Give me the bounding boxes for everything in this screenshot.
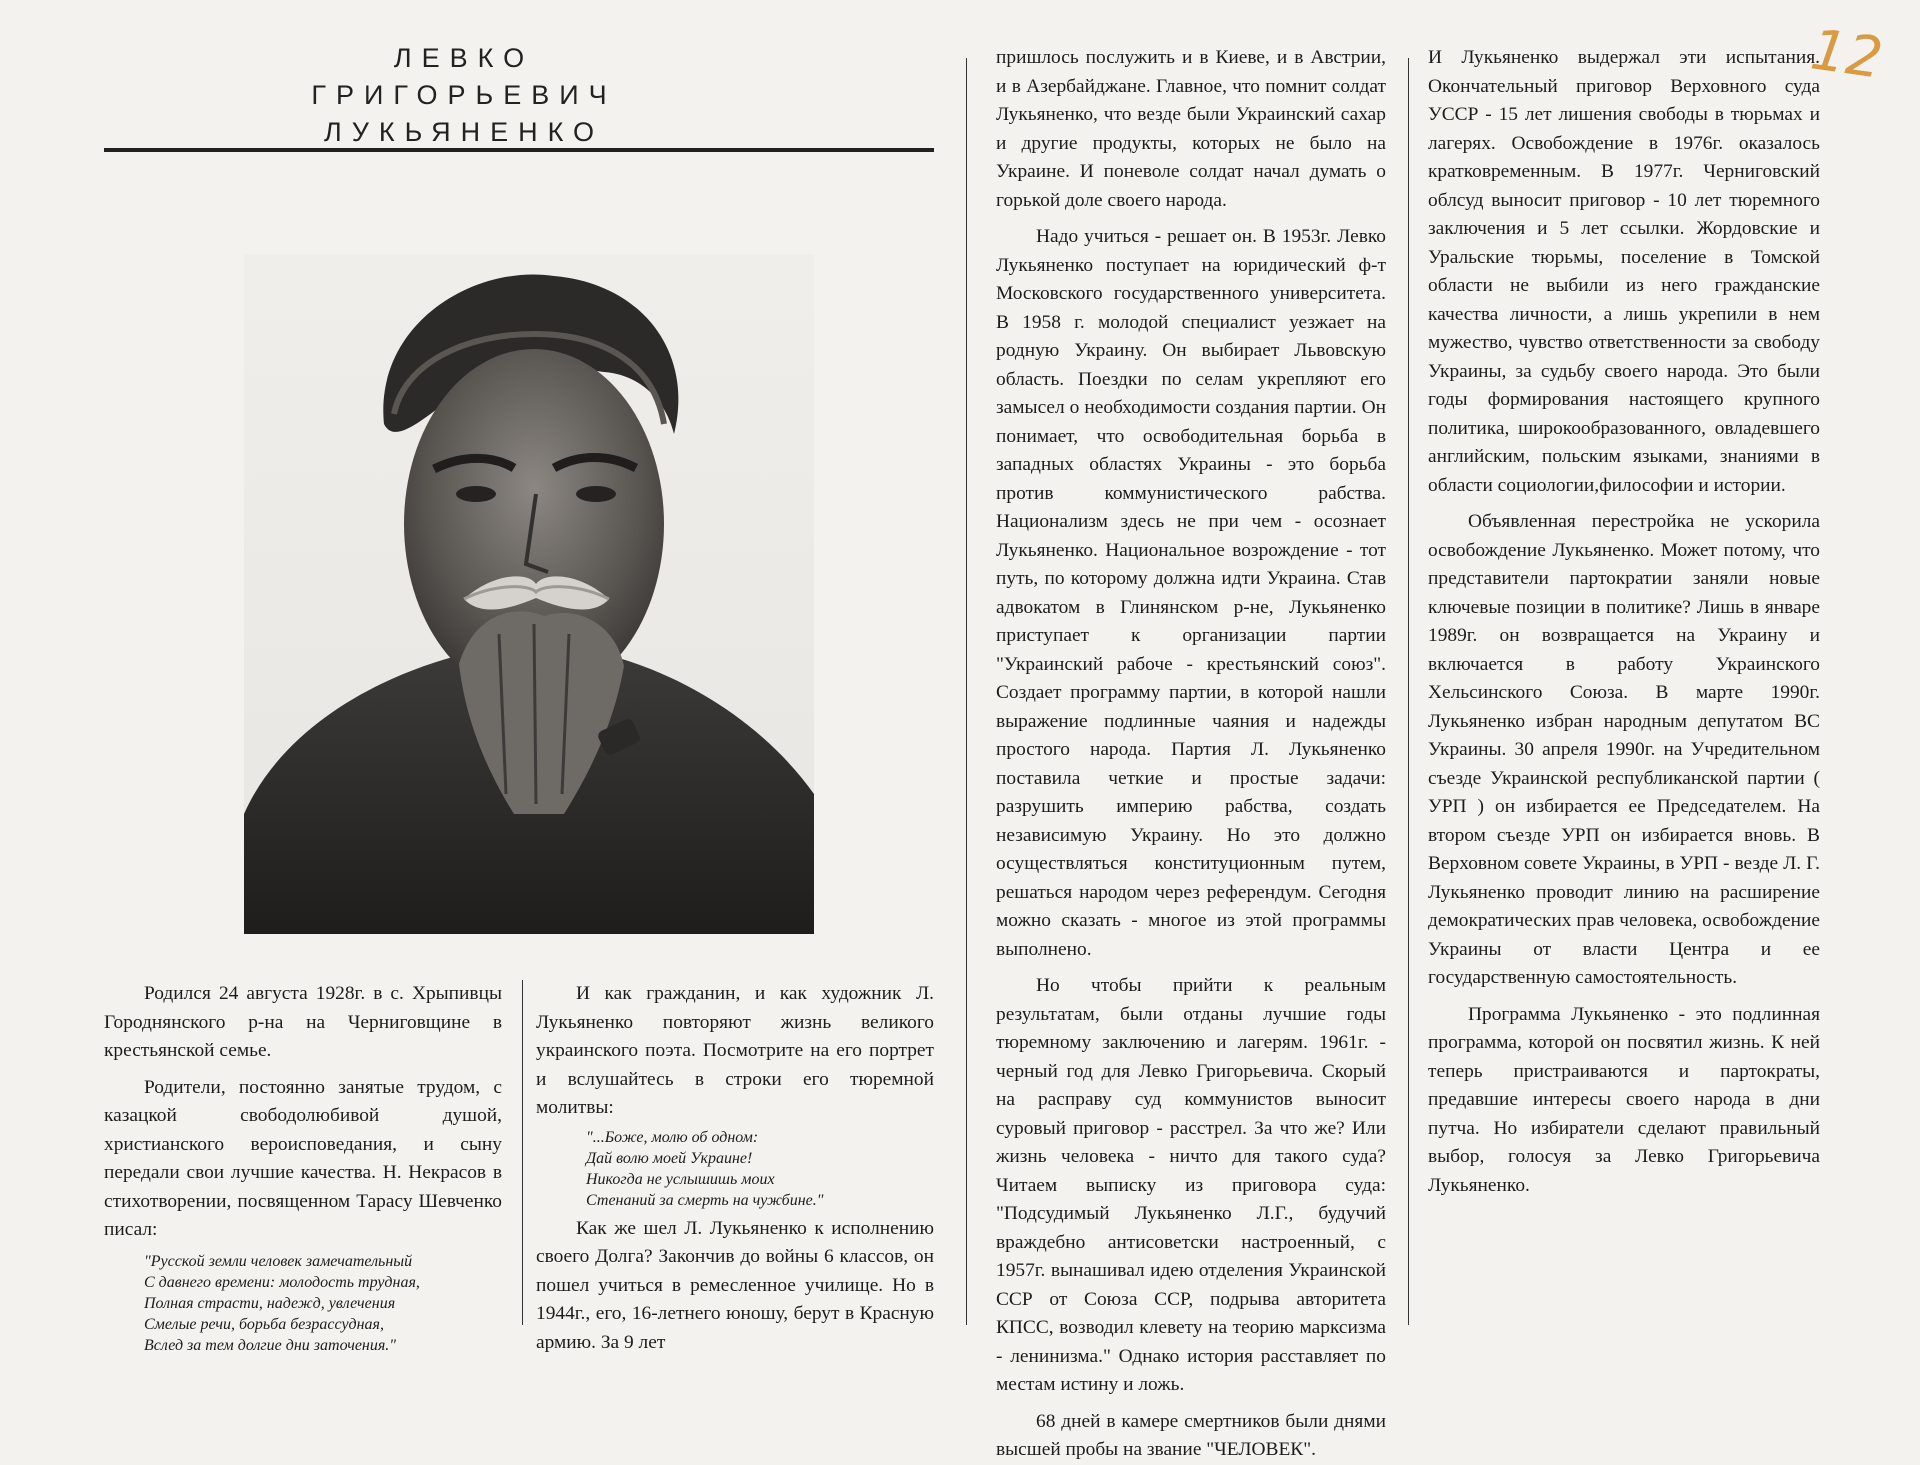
verse-line: Дай волю моей Украине! — [586, 1149, 753, 1167]
paragraph: Родители, постоянно занятые трудом, с казацкой свободолюбивой душой, христианского вероисповедания, и сыну передали свои лучшие качества. Н. Некрасов в стихотворении, посвященном Тарасу Шевченко писал: — [104, 1076, 502, 1240]
paragraph: Как же шел Л. Лукьяненко к исполнению своего Долга? Закончив до войны 6 классов, он пошел учиться в ремесленное училище. Но в 1944г., его, 16-летнего юношу, берут в Красную армию. За 9 лет — [536, 1217, 934, 1353]
paragraph: Объявленная перестройка не ускорила освобождение Лукьяненко. Может потому, что представители партократии заняли новые ключевые позиции в политике? Лишь в январе 1989г. он возвращается на Украину и включается в работу Украинского Хельсинского Союза. В марте 1990г. Лукьяненко избран народным депутатом ВС Украины. 30 апреля 1990г. на Учредительном съезде Украинской республиканской партии ( УРП ) он избирается ее Председателем. На втором съезде УРП он избирается вновь. В Верховном совете Украины, в УРП - везде Л. Г. Лукьяненко проводит линию на расширение демократических прав человека, освобождение Украины от власти Центра и ее государственную самостоятельность. — [1428, 511, 1820, 988]
column-service-and-trial — [996, 44, 1386, 1465]
verse-line: Никогда не услышишь моих — [586, 1170, 775, 1188]
verse-line: "...Боже, молю об одном: — [586, 1128, 759, 1146]
paragraph: пришлось послужить и в Киеве, и в Австрии, и в Азербайджане. Главное, что помнит солдат Лукьяненко, что везде были Украинский сахар и другие продукты, которых не было на Украине. И поневоле солдат начал думать о горькой доле своего народа. — [996, 47, 1386, 211]
column-divider — [1408, 58, 1409, 1325]
paragraph: Родился 24 августа 1928г. в с. Хрыпивцы Городнянского р-на на Черниговщине в крестьянской семье. — [104, 983, 502, 1061]
paragraph: И Лукьяненко выдержал эти испытания. Окончательный приговор Верховного суда УССР - 15 лет лишения свободы в тюрьмах и лагерях. Освобождение в 1976г. оказалось кратковременным. В 1977г. Черниговский облсуд выносит приговор - 10 лет тюремного заключения и 5 лет ссылки. Жордовские и Уральские тюрьмы, поселение в Томской области не выбили из него гражданские качества личности, а лишь укрепили в нем мужество, чувство ответственности за свободу Украины, за судьбу своего народа. Это были годы формирования настоящего крупного политика, широкообразованного, овладевшего английским, польским языками, знаниями в области социологии,философии и истории. — [1428, 47, 1820, 496]
paragraph: Программа Лукьяненко - это подлинная программа, которой он посвятил жизнь. К ней теперь пристраиваются и партократы, предавшие интересы своего народа в дни путча. Но избиратели сделают правильный выбор, голосуя за Левко Григорьевича Лукьяненко. — [1428, 1003, 1820, 1196]
verse-line: Полная страсти, надежд, увлечения — [144, 1294, 396, 1312]
nekrasov-verse — [144, 1251, 502, 1356]
title-first-name: ЛЕВКО — [393, 43, 535, 73]
portrait-photo — [244, 254, 814, 934]
paragraph: Но чтобы прийти к реальным результатам, были отданы лучшие годы тюремному заключению и лагерям. 1961г. - черный год для Левко Григорьевича. Скорый на расправу суд коммунистов выносит суровый приговор - расстрел. За что же? Или жизнь человека - ничто для такого суда? Читаем выписку из приговора суда: "Подсудимый Лукьяненко Л.Г., будучий враждебно антисоветски настроенный, с 1957г. вынашивал идею отделения Украинской ССР от Союза ССР, подрыва авторитета КПСС, возводил клевету на теорию марксизма - ленинизма." Однако история расставляет по местам истину и ложь. — [996, 975, 1386, 1395]
column-biography-start — [104, 980, 502, 1360]
paragraph: 68 дней в камере смертников были днями высшей пробы на звание "ЧЕЛОВЕК". — [996, 1410, 1386, 1460]
column-imprisonment-and-politics — [1428, 44, 1820, 1200]
handwritten-page-number: 12 — [1806, 17, 1887, 92]
verse-line: Стенаний за смерть на чужбине." — [586, 1191, 824, 1209]
prison-prayer-verse — [586, 1127, 934, 1211]
title-patronymic: ГРИГОРЬЕВИЧ — [311, 80, 617, 110]
verse-line: С давнего времени: молодость трудная, — [144, 1273, 420, 1291]
verse-line: Смелые речи, борьба безрассудная, — [144, 1315, 384, 1333]
verse-line: "Русской земли человек замечательный — [144, 1252, 413, 1270]
title-rule — [104, 148, 934, 152]
page-title — [104, 40, 824, 151]
column-divider — [522, 980, 523, 1325]
paragraph: Надо учиться - решает он. В 1953г. Левко Лукьяненко поступает на юридический ф-т Московского государственного университета. В 1958 г. молодой специалист уезжает на родную Украину. Он выбирает Львовскую область. Поездки по селам укрепляют его замысел о необходимости создания партии. Он понимает, что освободительная борьба в западных областях Украины - это борьба против коммунистического рабства. Национализм здесь не при чем - осознает Лукьяненко. Национальное возрождение - тот путь, по которому должна идти Украина. Став адвокатом в Глинянском р-не, Лукьяненко приступает к организации партии "Украинский рабоче - крестьянский союз". Создает программу партии, в которой нашли выражение подлинные чаяния и надежды простого народа. Партия Л. Лукьяненко поставила четкие и простые задачи: разрушить империю рабства, создать независимую Украину. Но это должно осуществляться конституционным путем, решаться народом через референдум. Сегодня можно сказать - многое из этой программы выполнено. — [996, 226, 1386, 960]
column-citizen-artist — [536, 980, 934, 1357]
verse-line: Вслед за тем долгие дни заточения." — [144, 1336, 397, 1354]
paragraph: И как гражданин, и как художник Л. Лукьяненко повторяют жизнь великого украинского поэта. Посмотрите на его портрет и вслушайтесь в строки его тюремной молитвы: — [536, 983, 934, 1118]
center-fold-divider — [966, 58, 967, 1325]
title-surname: ЛУКЬЯНЕНКО — [323, 117, 605, 147]
